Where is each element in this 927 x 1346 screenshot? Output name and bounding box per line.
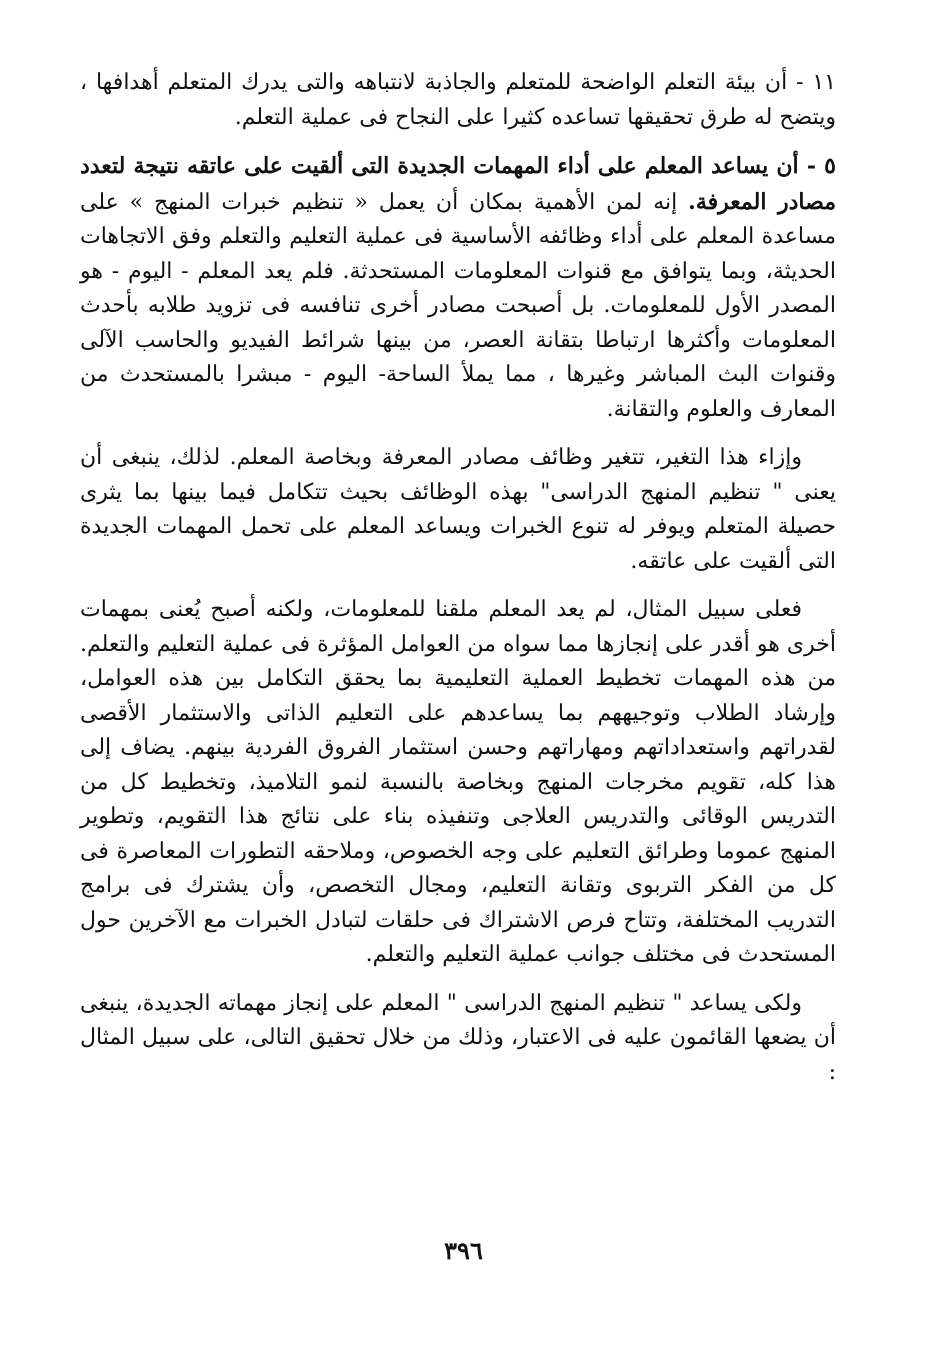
spacer <box>80 973 836 987</box>
spacer <box>80 579 836 593</box>
page-number: ٣٩٦ <box>444 1236 483 1265</box>
section-5-body: إنه لمن الأهمية بمكان أن يعمل « تنظيم خبرات المنهج » على مساعدة المعلم على أداء وظائفه الأساسية فى عملية التعليم والتعلم وفق الاتجاهات الحديثة، وبما يتوافق مع قنوات المعلومات المستحدثة. فلم يعد المعلم - اليوم - هو المصدر الأول للمعلومات. بل أصبحت مصادر أخرى تنافسه فى تزويد طلابه بأحدث المعلومات وأكثرها ارتباطا بتقانة العصر، من بينها شرائط الفيديو والحاسب الآلى وقنوات البث المباشر وغيرها ، مما يملأ الساحة- اليوم - مبشرا بالمستحدث من المعارف والعلوم والتقانة. <box>80 189 836 422</box>
section-5 <box>80 149 836 427</box>
paragraph-change: وإزاء هذا التغير، تتغير وظائف مصادر المعرفة وبخاصة المعلم. لذلك، ينبغى أن يعنى " تنظيم المنهج الدراسى" بهذه الوظائف بحيث تتكامل فيما بينها بما يثرى حصيلة المتعلم ويوفر له تنوع الخبرات ويساعد المعلم على تحمل المهمات الجديدة التى ألقيت على عاتقه. <box>80 445 836 574</box>
spacer <box>80 427 836 441</box>
section-5-heading: ٥ - أن يساعد المعلم على أداء المهمات الجديدة التى ألقيت على عاتقه نتيجة لتعدد مصادر المعرفة. <box>80 153 836 215</box>
paragraph-closing: ولكى يساعد " تنظيم المنهج الدراسى " المعلم على إنجاز مهماته الجديدة، ينبغى أن يضعها القائمون عليه فى الاعتبار، وذلك من خلال تحقيق التالى، على سبيل المثال : <box>80 990 836 1085</box>
spacer <box>80 135 836 149</box>
page-body <box>80 66 836 1090</box>
paragraph-example: فعلى سبيل المثال، لم يعد المعلم ملقنا للمعلومات، ولكنه أصبح يُعنى بمهمات أخرى هو أقدر على إنجازها مما سواه من العوامل المؤثرة فى عملية التعليم والتعلم. من هذه المهمات تخطيط العملية التعليمية بما يحقق التكامل بين هذه العوامل، وإرشاد الطلاب وتوجيههم بما يساعدهم على التعليم الذاتى والاستثمار الأقصى لقدراتهم واستعداداتهم ومهاراتهم وحسن استثمار الفروق الفردية بينهم. يضاف إلى هذا كله، تقويم مخرجات المنهج وبخاصة بالنسبة لنمو التلاميذ، وتخطيط كل من التدريس الوقائى والتدريس العلاجى وتنفيذه بناء على نتائج هذا التقويم، وتطوير المنهج عموما وطرائق التعليم على وجه الخصوص، وملاحقه التطورات المعاصرة فى كل من الفكر التربوى وتقانة التعليم، ومجال التخصص، وأن يشترك فى برامج التدريب المختلفة، وتتاح فرص الاشتراك فى حلقات لتبادل الخبرات مع الآخرين حول المستحدث فى مختلف جوانب عملية التعليم والتعلم. <box>80 597 837 967</box>
list-item-11: ١١ - أن بيئة التعلم الواضحة للمتعلم والجاذبة لانتباهه والتى يدرك المتعلم أهدافها ، ويتضح له طرق تحقيقها تساعده كثيرا على النجاح فى عملية التعلم. <box>80 70 836 130</box>
